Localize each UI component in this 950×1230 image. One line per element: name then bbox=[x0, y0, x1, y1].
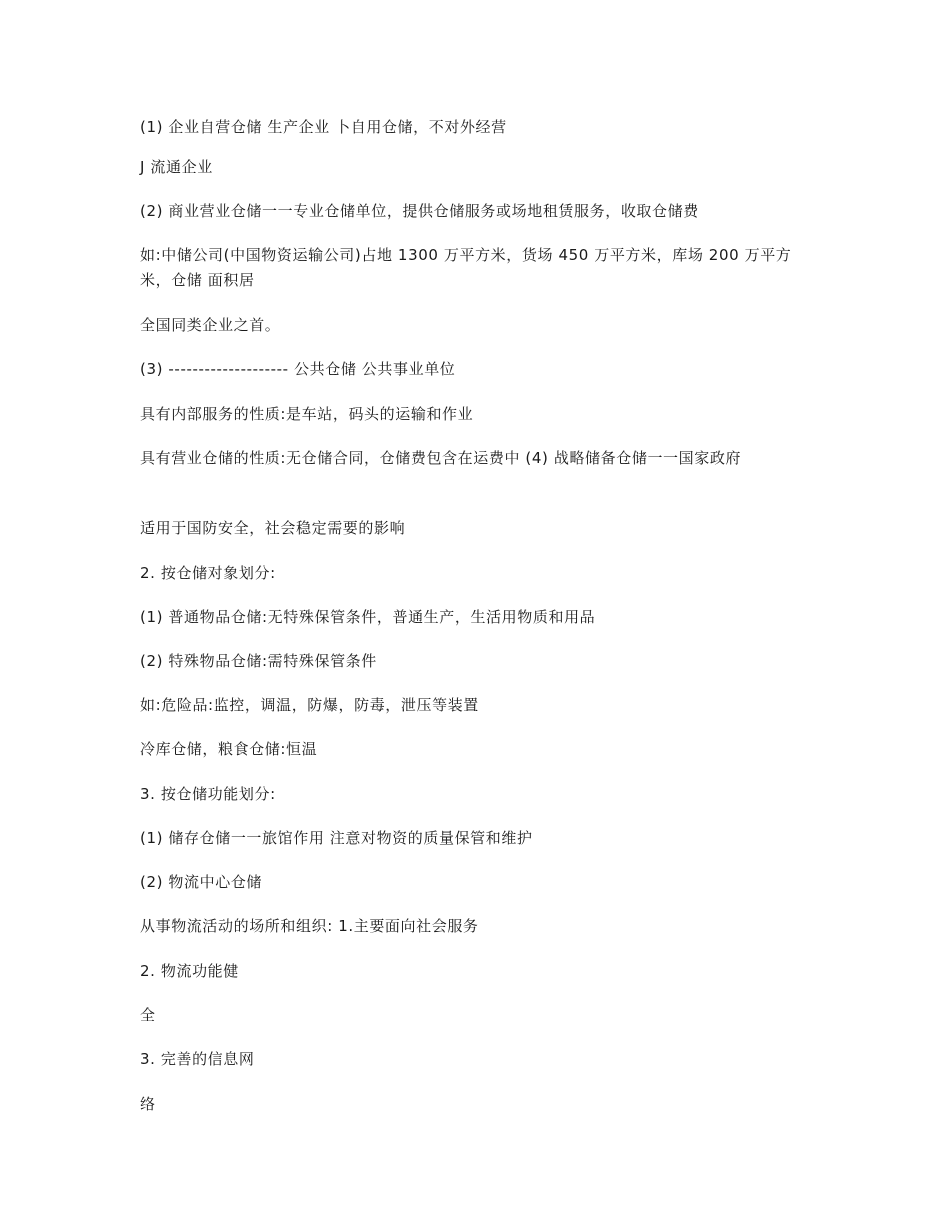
text-line-10: 2. 按仓储对象划分: bbox=[140, 564, 276, 582]
text-line-22: 络 bbox=[140, 1095, 156, 1113]
text-line-21: 3. 完善的信息网 bbox=[140, 1050, 255, 1068]
text-line-7: 具有内部服务的性质:是车站，码头的运输和作业 bbox=[140, 405, 474, 423]
text-line-19: 2. 物流功能健 bbox=[140, 962, 239, 980]
text-line-11: (1) 普通物品仓储:无特殊保管条件，普通生产，生活用物质和用品 bbox=[140, 608, 596, 626]
text-line-8: 具有营业仓储的性质:无仓储合同，仓储费包含在运费中 (4) 战略储备仓储一一国家政府 bbox=[140, 449, 742, 467]
text-line-9: 适用于国防安全，社会稳定需要的影响 bbox=[140, 519, 406, 537]
text-line-14: 冷库仓储，粮食仓储:恒温 bbox=[140, 740, 318, 758]
text-line-12: (2) 特殊物品仓储:需特殊保管条件 bbox=[140, 652, 377, 670]
text-line-6: (3) -------------------- 公共仓储 公共事业单位 bbox=[140, 360, 456, 378]
text-line-5: 全国同类企业之首。 bbox=[140, 316, 281, 334]
text-line-20: 全 bbox=[140, 1006, 156, 1024]
text-line-16: (1) 储存仓储一一旅馆作用 注意对物资的质量保管和维护 bbox=[140, 829, 533, 847]
text-line-17: (2) 物流中心仓储 bbox=[140, 873, 263, 891]
text-line-1: (1) 企业自营仓储 生产企业 卜自用仓储，不对外经营 bbox=[140, 118, 507, 136]
text-line-18: 从事物流活动的场所和组织: 1.主要面向社会服务 bbox=[140, 917, 479, 935]
text-line-15: 3. 按仓储功能划分: bbox=[140, 785, 276, 803]
text-line-4: 如:中储公司(中国物资运输公司)占地 1300 万平方米，货场 450 万平方米，库场 200 万平方米，仓储 面积居 bbox=[140, 246, 792, 289]
text-line-13: 如:危险品:监控，调温，防爆，防毒，泄压等装置 bbox=[140, 696, 479, 714]
text-line-3: (2) 商业营业仓储一一专业仓储单位，提供仓储服务或场地租赁服务，收取仓储费 bbox=[140, 202, 699, 220]
text-line-2: J 流通企业 bbox=[140, 158, 213, 176]
